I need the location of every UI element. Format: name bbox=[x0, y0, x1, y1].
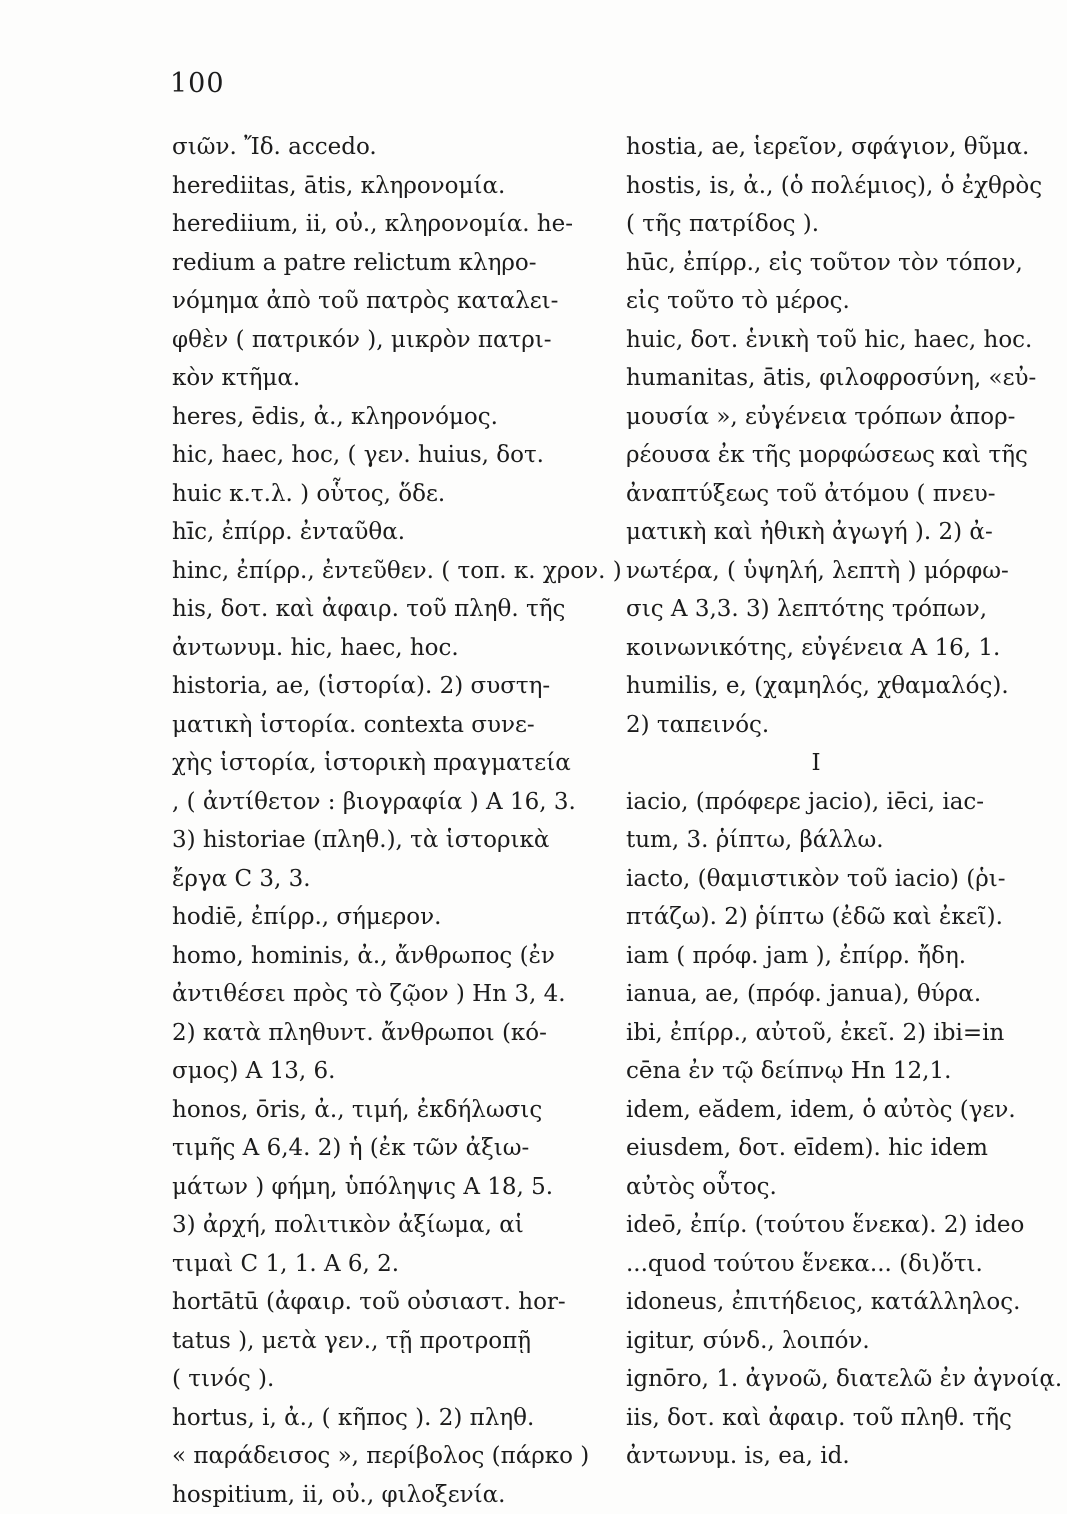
entry-line: τιμῆς A 6,4. 2) ἡ (ἐκ τῶν ἀξιω- bbox=[172, 1129, 612, 1168]
entry-line: κοινωνικότης, εὐγένεια A 16, 1. bbox=[626, 629, 1066, 668]
section-letter: I bbox=[626, 744, 1066, 783]
entry-line: huic κ.τ.λ. ) οὗτος, ὅδε. bbox=[172, 475, 612, 514]
entry-line: igitur, σύνδ., λοιπόν. bbox=[626, 1322, 1066, 1361]
entry-line: herediium, ii, οὐ., κληρονομία. he- bbox=[172, 205, 612, 244]
entry-line: hinc, ἐπίρρ., ἐντεῦθεν. ( τοπ. κ. χρον. ) bbox=[172, 552, 612, 591]
entry-line: hostia, ae, ἱερεῖον, σφάγιον, θῦμα. bbox=[626, 128, 1066, 167]
entry-line: redium a patre relictum κληρο- bbox=[172, 244, 612, 283]
entry-line: τιμαὶ C 1, 1. A 6, 2. bbox=[172, 1245, 612, 1284]
right-column bbox=[626, 128, 1066, 1476]
entry-line: hodiē, ἐπίρρ., σήμερον. bbox=[172, 898, 612, 937]
entry-line: huic, δοτ. ἑνικὴ τοῦ hic, haec, hoc. bbox=[626, 321, 1066, 360]
entry-line: μουσία », εὐγένεια τρόπων ἀπορ- bbox=[626, 398, 1066, 437]
entry-line: χὴς ἱστορία, ἱστορικὴ πραγματεία bbox=[172, 744, 612, 783]
entry-line: his, δοτ. καὶ ἀφαιρ. τοῦ πληθ. τῆς bbox=[172, 590, 612, 629]
entry-line: 2) ταπεινός. bbox=[626, 706, 1066, 745]
entry-line: ἀντιθέσει πρὸς τὸ ζῷον ) Hn 3, 4. bbox=[172, 975, 612, 1014]
entry-line: idem, eădem, idem, ὁ αὐτὸς (γεν. bbox=[626, 1091, 1066, 1130]
entry-line: 2) κατὰ πληθυντ. ἄνθρωποι (κό- bbox=[172, 1014, 612, 1053]
entry-line: hospitium, ii, οὐ., φιλοξενία. bbox=[172, 1476, 612, 1514]
page-number: 100 bbox=[170, 68, 225, 99]
left-column bbox=[172, 128, 612, 1514]
entry-line: ρέουσα ἐκ τῆς μορφώσεως καὶ τῆς bbox=[626, 436, 1066, 475]
entry-line: κὸν κτῆμα. bbox=[172, 359, 612, 398]
entry-line: σις A 3,3. 3) λεπτότης τρόπων, bbox=[626, 590, 1066, 629]
entry-line: νόμημα ἀπὸ τοῦ πατρὸς καταλει- bbox=[172, 282, 612, 321]
entry-line: idoneus, ἐπιτήδειος, κατάλληλος. bbox=[626, 1283, 1066, 1322]
entry-line: ianua, ae, (πρόφ. janua), θύρα. bbox=[626, 975, 1066, 1014]
entry-line: iacio, (πρόφερε jacio), iēci, iac- bbox=[626, 783, 1066, 822]
entry-line: ibi, ἐπίρρ., αὐτοῦ, ἐκεῖ. 2) ibi=in bbox=[626, 1014, 1066, 1053]
entry-line: ἀναπτύξεως τοῦ ἀτόμου ( πνευ- bbox=[626, 475, 1066, 514]
entry-line: tum, 3. ῥίπτω, βάλλω. bbox=[626, 821, 1066, 860]
entry-line: iam ( πρόφ. jam ), ἐπίρρ. ἤδη. bbox=[626, 937, 1066, 976]
entry-line: « παράδεισος », περίβολος (πάρκο ) bbox=[172, 1437, 612, 1476]
entry-line: ( τῆς πατρίδος ). bbox=[626, 205, 1066, 244]
entry-line: σιῶν. Ἴδ. accedo. bbox=[172, 128, 612, 167]
entry-line: ἔργα C 3, 3. bbox=[172, 860, 612, 899]
entry-line: 3) ἀρχή, πολιτικὸν ἀξίωμα, αἱ bbox=[172, 1206, 612, 1245]
entry-line: cēna ἐν τῷ δείπνῳ Hn 12,1. bbox=[626, 1052, 1066, 1091]
entry-line: ματικὴ καὶ ἠθικὴ ἀγωγή ). 2) ἀ- bbox=[626, 513, 1066, 552]
entry-line: hostis, is, ἀ., (ὁ πολέμιος), ὁ ἐχθρὸς bbox=[626, 167, 1066, 206]
entry-line: humilis, e, (χαμηλός, χθαμαλός). bbox=[626, 667, 1066, 706]
entry-line: heres, ēdis, ἀ., κληρονόμος. bbox=[172, 398, 612, 437]
entry-line: hic, haec, hoc, ( γεν. huius, δοτ. bbox=[172, 436, 612, 475]
entry-line: iis, δοτ. καὶ ἀφαιρ. τοῦ πληθ. τῆς bbox=[626, 1399, 1066, 1438]
entry-line: honos, ōris, ἀ., τιμή, ἐκδήλωσις bbox=[172, 1091, 612, 1130]
entry-line: ματικὴ ἱστορία. contexta συνε- bbox=[172, 706, 612, 745]
entry-line: , ( ἀντίθετον : βιογραφία ) A 16, 3. bbox=[172, 783, 612, 822]
entry-line: ἀντωνυμ. is, ea, id. bbox=[626, 1437, 1066, 1476]
entry-line: humanitas, ātis, φιλοφροσύνη, «εὐ- bbox=[626, 359, 1066, 398]
entry-line: σμος) A 13, 6. bbox=[172, 1052, 612, 1091]
entry-line: νωτέρα, ( ὑψηλή, λεπτὴ ) μόρφω- bbox=[626, 552, 1066, 591]
entry-line: ...quod τούτου ἕνεκα... (δι)ὅτι. bbox=[626, 1245, 1066, 1284]
entry-line: historia, ae, (ἱστορία). 2) συστη- bbox=[172, 667, 612, 706]
entry-line: φθὲν ( πατρικόν ), μικρὸν πατρι- bbox=[172, 321, 612, 360]
entry-line: hortus, i, ἀ., ( κῆπος ). 2) πληθ. bbox=[172, 1399, 612, 1438]
entry-line: hūc, ἐπίρρ., εἰς τοῦτον τὸν τόπον, bbox=[626, 244, 1066, 283]
entry-line: herediitas, ātis, κληρονομία. bbox=[172, 167, 612, 206]
entry-line: ( τινός ). bbox=[172, 1360, 612, 1399]
entry-line: μάτων ) φήμη, ὑπόληψις A 18, 5. bbox=[172, 1168, 612, 1207]
entry-line: ideō, ἐπίρ. (τούτου ἕνεκα). 2) ideo bbox=[626, 1206, 1066, 1245]
entry-line: eiusdem, δοτ. eīdem). hic idem bbox=[626, 1129, 1066, 1168]
entry-line: iacto, (θαμιστικὸν τοῦ iacio) (ῥι- bbox=[626, 860, 1066, 899]
entry-line: αὐτὸς οὗτος. bbox=[626, 1168, 1066, 1207]
entry-line: ignōro, 1. ἀγνοῶ, διατελῶ ἐν ἀγνοίᾳ. bbox=[626, 1360, 1066, 1399]
entry-line: tatus ), μετὰ γεν., τῇ προτροπῇ bbox=[172, 1322, 612, 1361]
entry-line: εἰς τοῦτο τὸ μέρος. bbox=[626, 282, 1066, 321]
entry-line: ἀντωνυμ. hic, haec, hoc. bbox=[172, 629, 612, 668]
entry-line: πτάζω). 2) ῥίπτω (ἐδῶ καὶ ἐκεῖ). bbox=[626, 898, 1066, 937]
entry-line: hortātū (ἀφαιρ. τοῦ οὐσιαστ. hor- bbox=[172, 1283, 612, 1322]
entry-line: 3) historiae (πληθ.), τὰ ἱστορικὰ bbox=[172, 821, 612, 860]
entry-line: homo, hominis, ἀ., ἄνθρωπος (ἐν bbox=[172, 937, 612, 976]
entry-line: hīc, ἐπίρρ. ἐνταῦθα. bbox=[172, 513, 612, 552]
